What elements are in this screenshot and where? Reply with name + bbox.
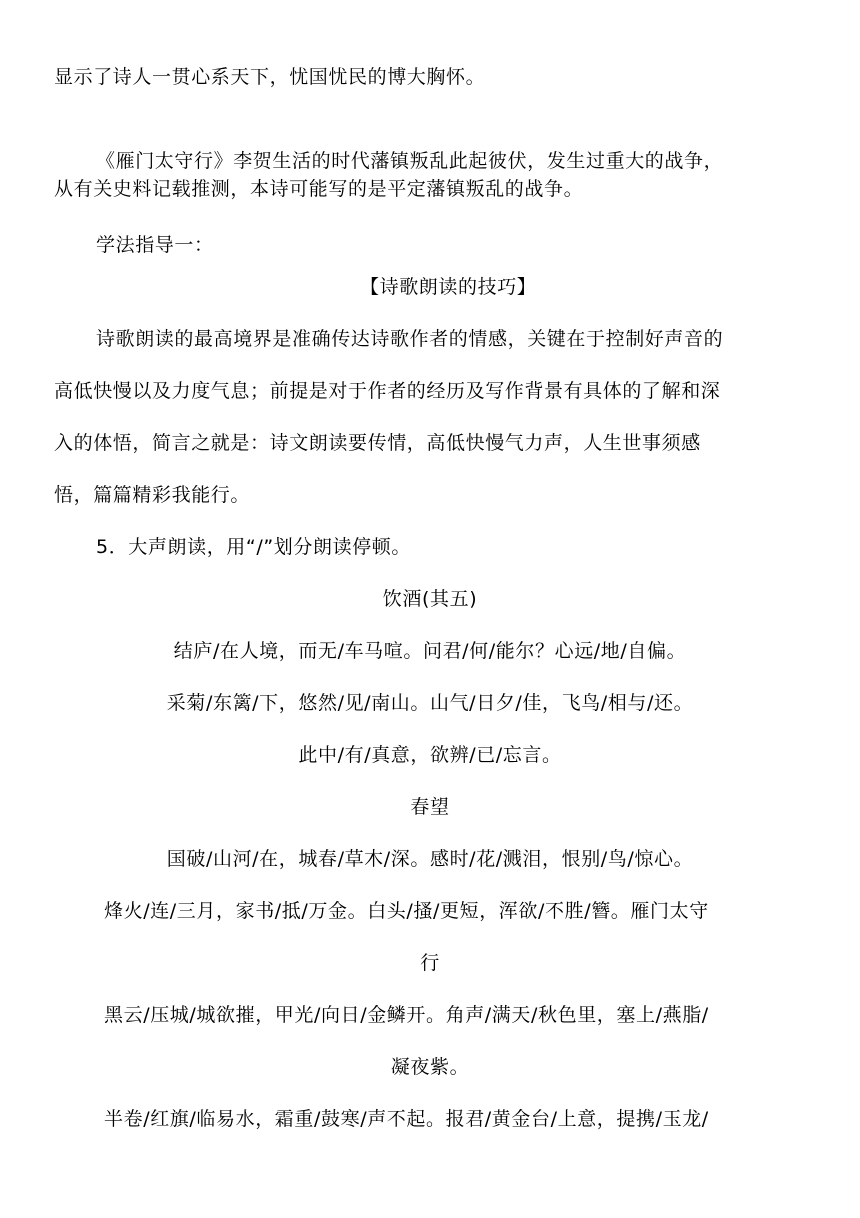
paragraph-line: 高低快慢以及力度气息；前提是对于作者的经历及写作背景有具体的了解和深 (54, 380, 721, 402)
question-text: 5．大声朗读，用“/”划分朗读停顿。 (96, 536, 411, 558)
poem-title: 饮酒(其五) (382, 588, 478, 610)
poem-line: 国破/山河/在，城春/草木/深。感时/花/溅泪，恨别/鸟/惊心。 (166, 848, 694, 870)
paragraph-line: 入的体悟，简言之就是：诗文朗读要传情，高低快慢气力声，人生世事须感 (54, 432, 701, 454)
paragraph-line: 诗歌朗读的最高境界是准确传达诗歌作者的情感，关键在于控制好声音的 (96, 328, 724, 350)
paragraph-line: 从有关史料记载推测，本诗可能写的是平定藩镇叛乱的战争。 (54, 178, 584, 200)
poem-title: 春望 (410, 796, 450, 818)
poem-title: 行 (420, 952, 440, 974)
poem-line: 此中/有/真意，欲辨/已/忘言。 (298, 744, 562, 766)
poem-line: 采菊/东篱/下，悠然/见/南山。山气/日夕/佳，飞鸟/相与/还。 (166, 692, 694, 714)
poem-line: 结庐/在人境，而无/车马喧。问君/何/能尔？心远/地/自偏。 (173, 640, 687, 662)
section-heading: 【诗歌朗读的技巧】 (360, 276, 537, 298)
paragraph-line: 《雁门太守行》李贺生活的时代藩镇叛乱此起彼伏，发生过重大的战争， (96, 150, 724, 172)
section-label: 学法指导一： (96, 234, 214, 256)
poem-line: 烽火/连/三月，家书/抵/万金。白头/搔/更短，浑欲/不胜/簪。雁门太守 (104, 900, 709, 922)
poem-line: 凝夜紫。 (390, 1056, 470, 1078)
paragraph-line: 显示了诗人一贯心系天下，忧国忧民的博大胸怀。 (54, 66, 486, 88)
poem-line: 半卷/红旗/临易水，霜重/鼓寒/声不起。报君/黄金台/上意，提携/玉龙/ (104, 1108, 709, 1130)
paragraph-line: 悟，篇篇精彩我能行。 (54, 484, 251, 506)
poem-line: 黑云/压城/城欲摧，甲光/向日/金鳞开。角声/满天/秋色里，塞上/燕脂/ (104, 1004, 709, 1026)
